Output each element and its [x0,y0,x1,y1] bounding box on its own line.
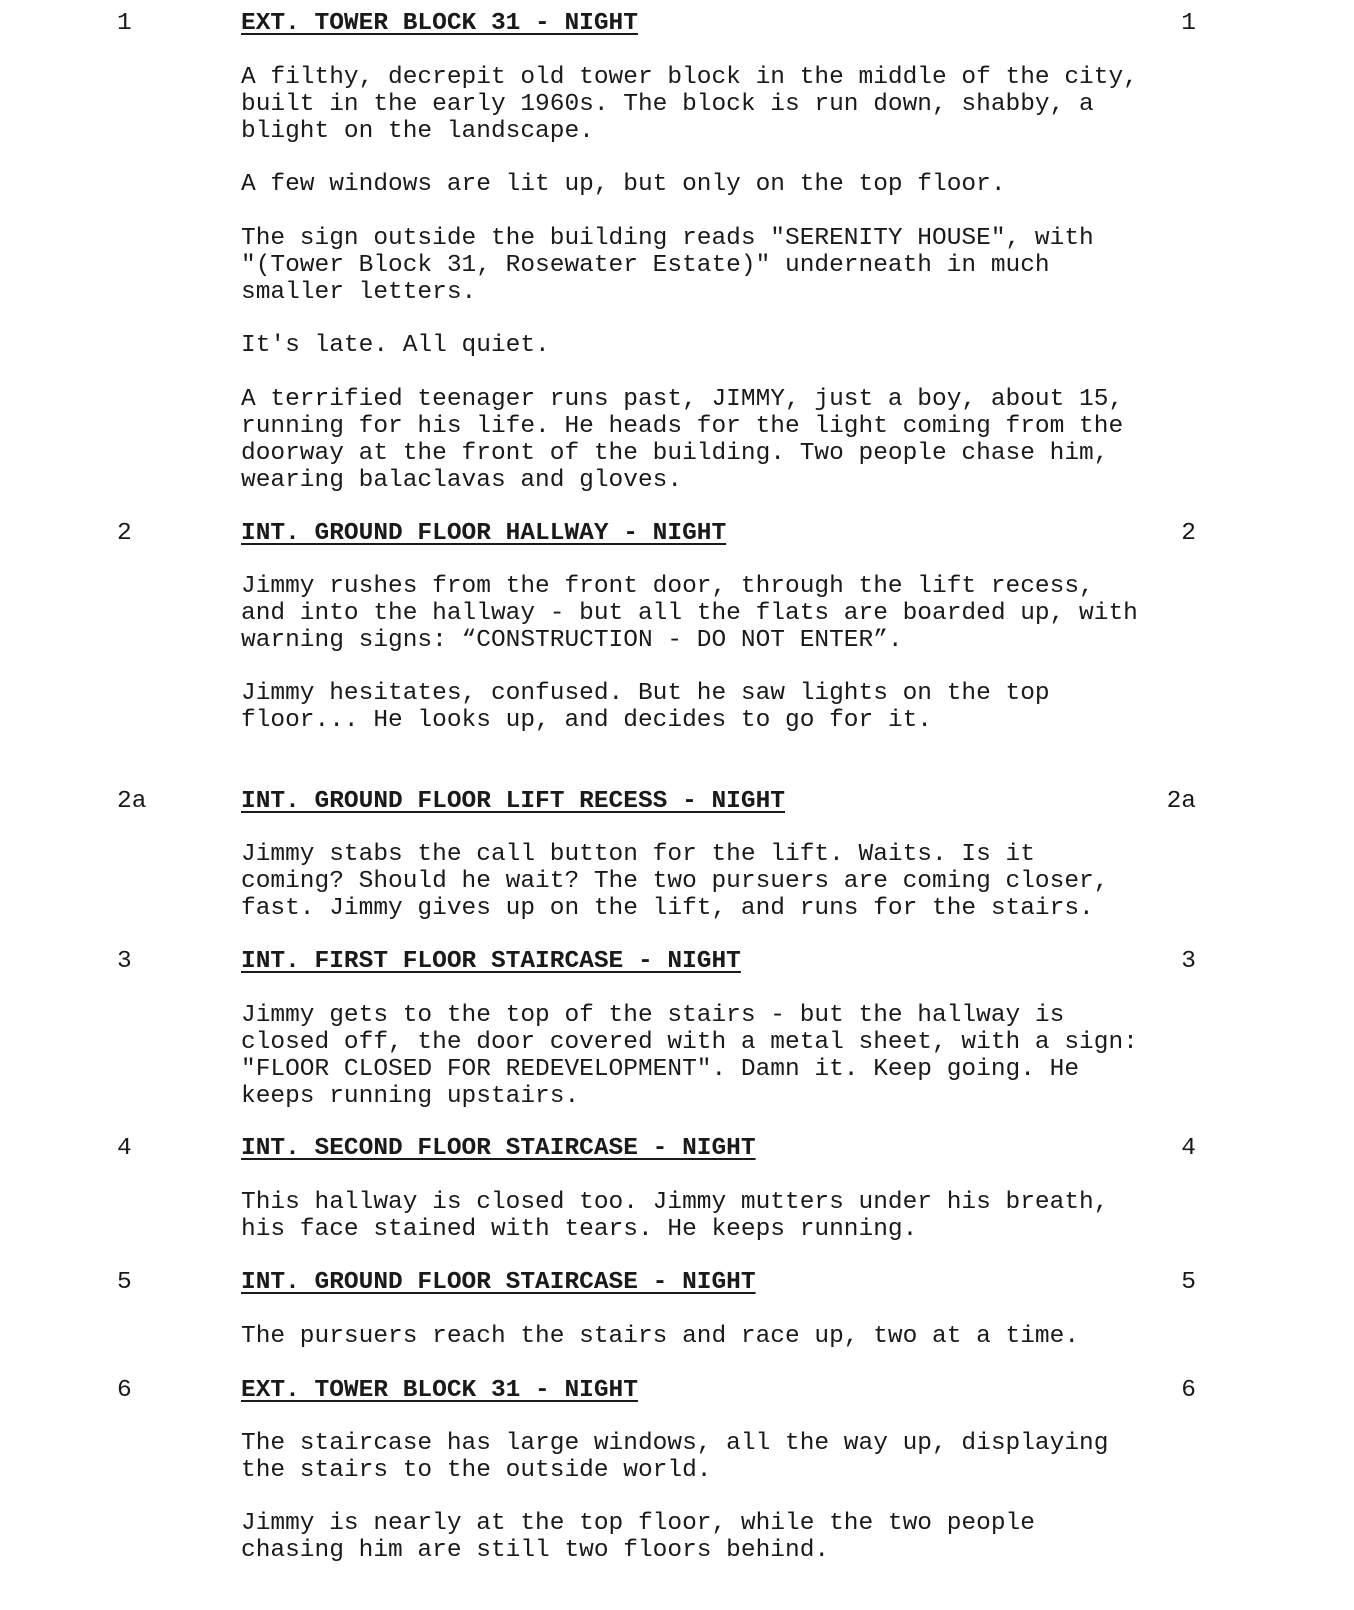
action-paragraph: A terrified teenager runs past, JIMMY, just a boy, about 15, running for his life. He heads for the light coming from the doorway at the front of the building. Two people chase him, wearing balaclavas and gloves. [241,386,1124,494]
action-paragraph: Jimmy is nearly at the top floor, while the two people chasing him are still two floors behind. [241,1510,1035,1564]
scene-number-right: 3 [1181,948,1196,975]
scene-number-left: 2 [117,520,132,547]
scene-number-right: 6 [1181,1377,1196,1404]
action-paragraph: A filthy, decrepit old tower block in the middle of the city, built in the early 1960s. The block is run down, shabby, a blight on the landscape. [241,64,1138,145]
scene-number-right: 2 [1181,520,1196,547]
action-paragraph: Jimmy hesitates, confused. But he saw lights on the top floor... He looks up, and decides to go for it. [241,680,1050,734]
action-paragraph: The pursuers reach the stairs and race up, two at a time. [241,1323,1080,1350]
scene-heading: INT. GROUND FLOOR STAIRCASE - NIGHT [241,1269,756,1296]
scene-heading: EXT. TOWER BLOCK 31 - NIGHT [241,10,638,37]
action-paragraph: Jimmy rushes from the front door, through the lift recess, and into the hallway - but all the flats are boarded up, with warning signs: “CONSTRUCTION - DO NOT ENTER”. [241,573,1138,654]
scene-number-right: 1 [1181,10,1196,37]
action-paragraph: Jimmy gets to the top of the stairs - but the hallway is closed off, the door covered with a metal sheet, with a sign: "FLOOR CLOSED FOR REDEVELOPMENT". Damn it. Keep going. He keeps running upstairs. [241,1002,1138,1110]
scene-number-right: 4 [1181,1135,1196,1162]
scene-number-right: 2a [1166,788,1196,815]
scene-number-left: 4 [117,1135,132,1162]
scene-heading: INT. SECOND FLOOR STAIRCASE - NIGHT [241,1135,756,1162]
scene-heading: EXT. TOWER BLOCK 31 - NIGHT [241,1377,638,1404]
scene-heading: INT. FIRST FLOOR STAIRCASE - NIGHT [241,948,741,975]
action-paragraph: A few windows are lit up, but only on the top floor. [241,171,1006,198]
scene-number-right: 5 [1181,1269,1196,1296]
scene-number-left: 5 [117,1269,132,1296]
scene-number-left: 6 [117,1377,132,1404]
scene-heading: INT. GROUND FLOOR LIFT RECESS - NIGHT [241,788,785,815]
action-paragraph: This hallway is closed too. Jimmy mutters under his breath, his face stained with tears. He keeps running. [241,1189,1109,1243]
action-paragraph: The sign outside the building reads "SERENITY HOUSE", with "(Tower Block 31, Rosewater Estate)" underneath in much smaller letters. [241,225,1094,306]
scene-number-left: 3 [117,948,132,975]
scene-number-left: 1 [117,10,132,37]
scene-number-left: 2a [117,788,147,815]
scene-heading: INT. GROUND FLOOR HALLWAY - NIGHT [241,520,727,547]
action-paragraph: It's late. All quiet. [241,332,550,359]
action-paragraph: Jimmy stabs the call button for the lift. Waits. Is it coming? Should he wait? The two pursuers are coming closer, fast. Jimmy gives up on the lift, and runs for the stairs. [241,841,1109,922]
action-paragraph: The staircase has large windows, all the way up, displaying the stairs to the outside world. [241,1430,1109,1484]
